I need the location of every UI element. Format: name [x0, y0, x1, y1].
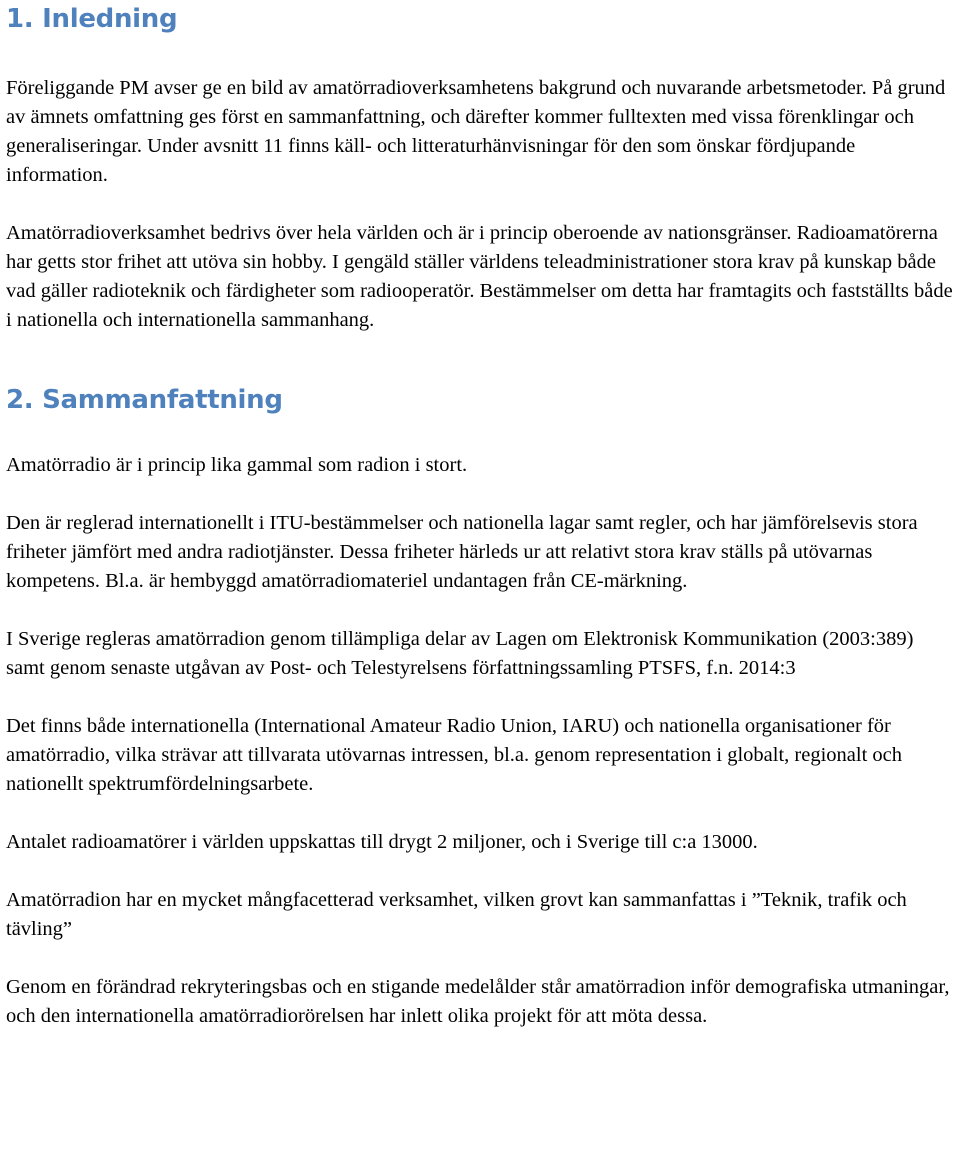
paragraph: Amatörradioverksamhet bedrivs över hela världen och är i princip oberoende av nationsgränser. Radioamatörerna har getts stor frihet att utöva sin hobby. I gengäld ställer världens teleadministrationer stora krav på kunskap både vad gäller radioteknik och färdigheter som radiooperatör. Bestämmelser om detta har framtagits och fastställts både i nationella och internationella sammanhang.	[6, 222, 953, 331]
paragraph: Genom en förändrad rekryteringsbas och en stigande medelålder står amatörradion inför demografiska utmaningar, och den internationella amatörradiorörelsen har inlett olika projekt för att möta dessa.	[6, 976, 950, 1027]
paragraph: Amatörradio är i princip lika gammal som radion i stort.	[6, 454, 468, 476]
paragraph: Det finns både internationella (International Amateur Radio Union, IARU) och nationella organisationer för amatörradio, vilka strävar att tillvarata utövarnas intressen, bl.a. genom representation i globalt, regionalt och nationellt spektrumfördelningsarbete.	[6, 715, 903, 795]
paragraph: Den är reglerad internationellt i ITU-bestämmelser och nationella lagar samt regler, och har jämförelsevis stora friheter jämfört med andra radiotjänster. Dessa friheter härleds ur att relativt stora krav ställs på utövarnas kompetens. Bl.a. är hembyggd amatörradiomateriel undantagen från CE-märkning.	[6, 512, 918, 592]
paragraph: Antalet radioamatörer i världen uppskattas till drygt 2 miljoner, och i Sverige till c:a 13000.	[6, 831, 758, 853]
paragraph: Föreliggande PM avser ge en bild av amatörradioverksamhetens bakgrund och nuvarande arbetsmetoder. På grund av ämnets omfattning ges först en sammanfattning, och därefter kommer fulltexten med vissa förenklingar och generaliseringar. Under avsnitt 11 finns käll- och litteraturhänvisningar för den som önskar fördjupande information.	[6, 77, 946, 186]
paragraph: Amatörradion har en mycket mångfacetterad verksamhet, vilken grovt kan sammanfattas i ”Teknik, trafik och tävling”	[6, 889, 907, 940]
paragraph: I Sverige regleras amatörradion genom tillämpliga delar av Lagen om Elektronisk Kommunikation (2003:389) samt genom senaste utgåvan av Post- och Telestyrelsens författningssamling PTSFS, f.n. 2014:3	[6, 628, 914, 679]
section-heading-sammanfattning: 2. Sammanfattning	[6, 385, 283, 415]
document-page	[6, 0, 956, 1031]
section-heading-inledning: 1. Inledning	[6, 4, 178, 34]
